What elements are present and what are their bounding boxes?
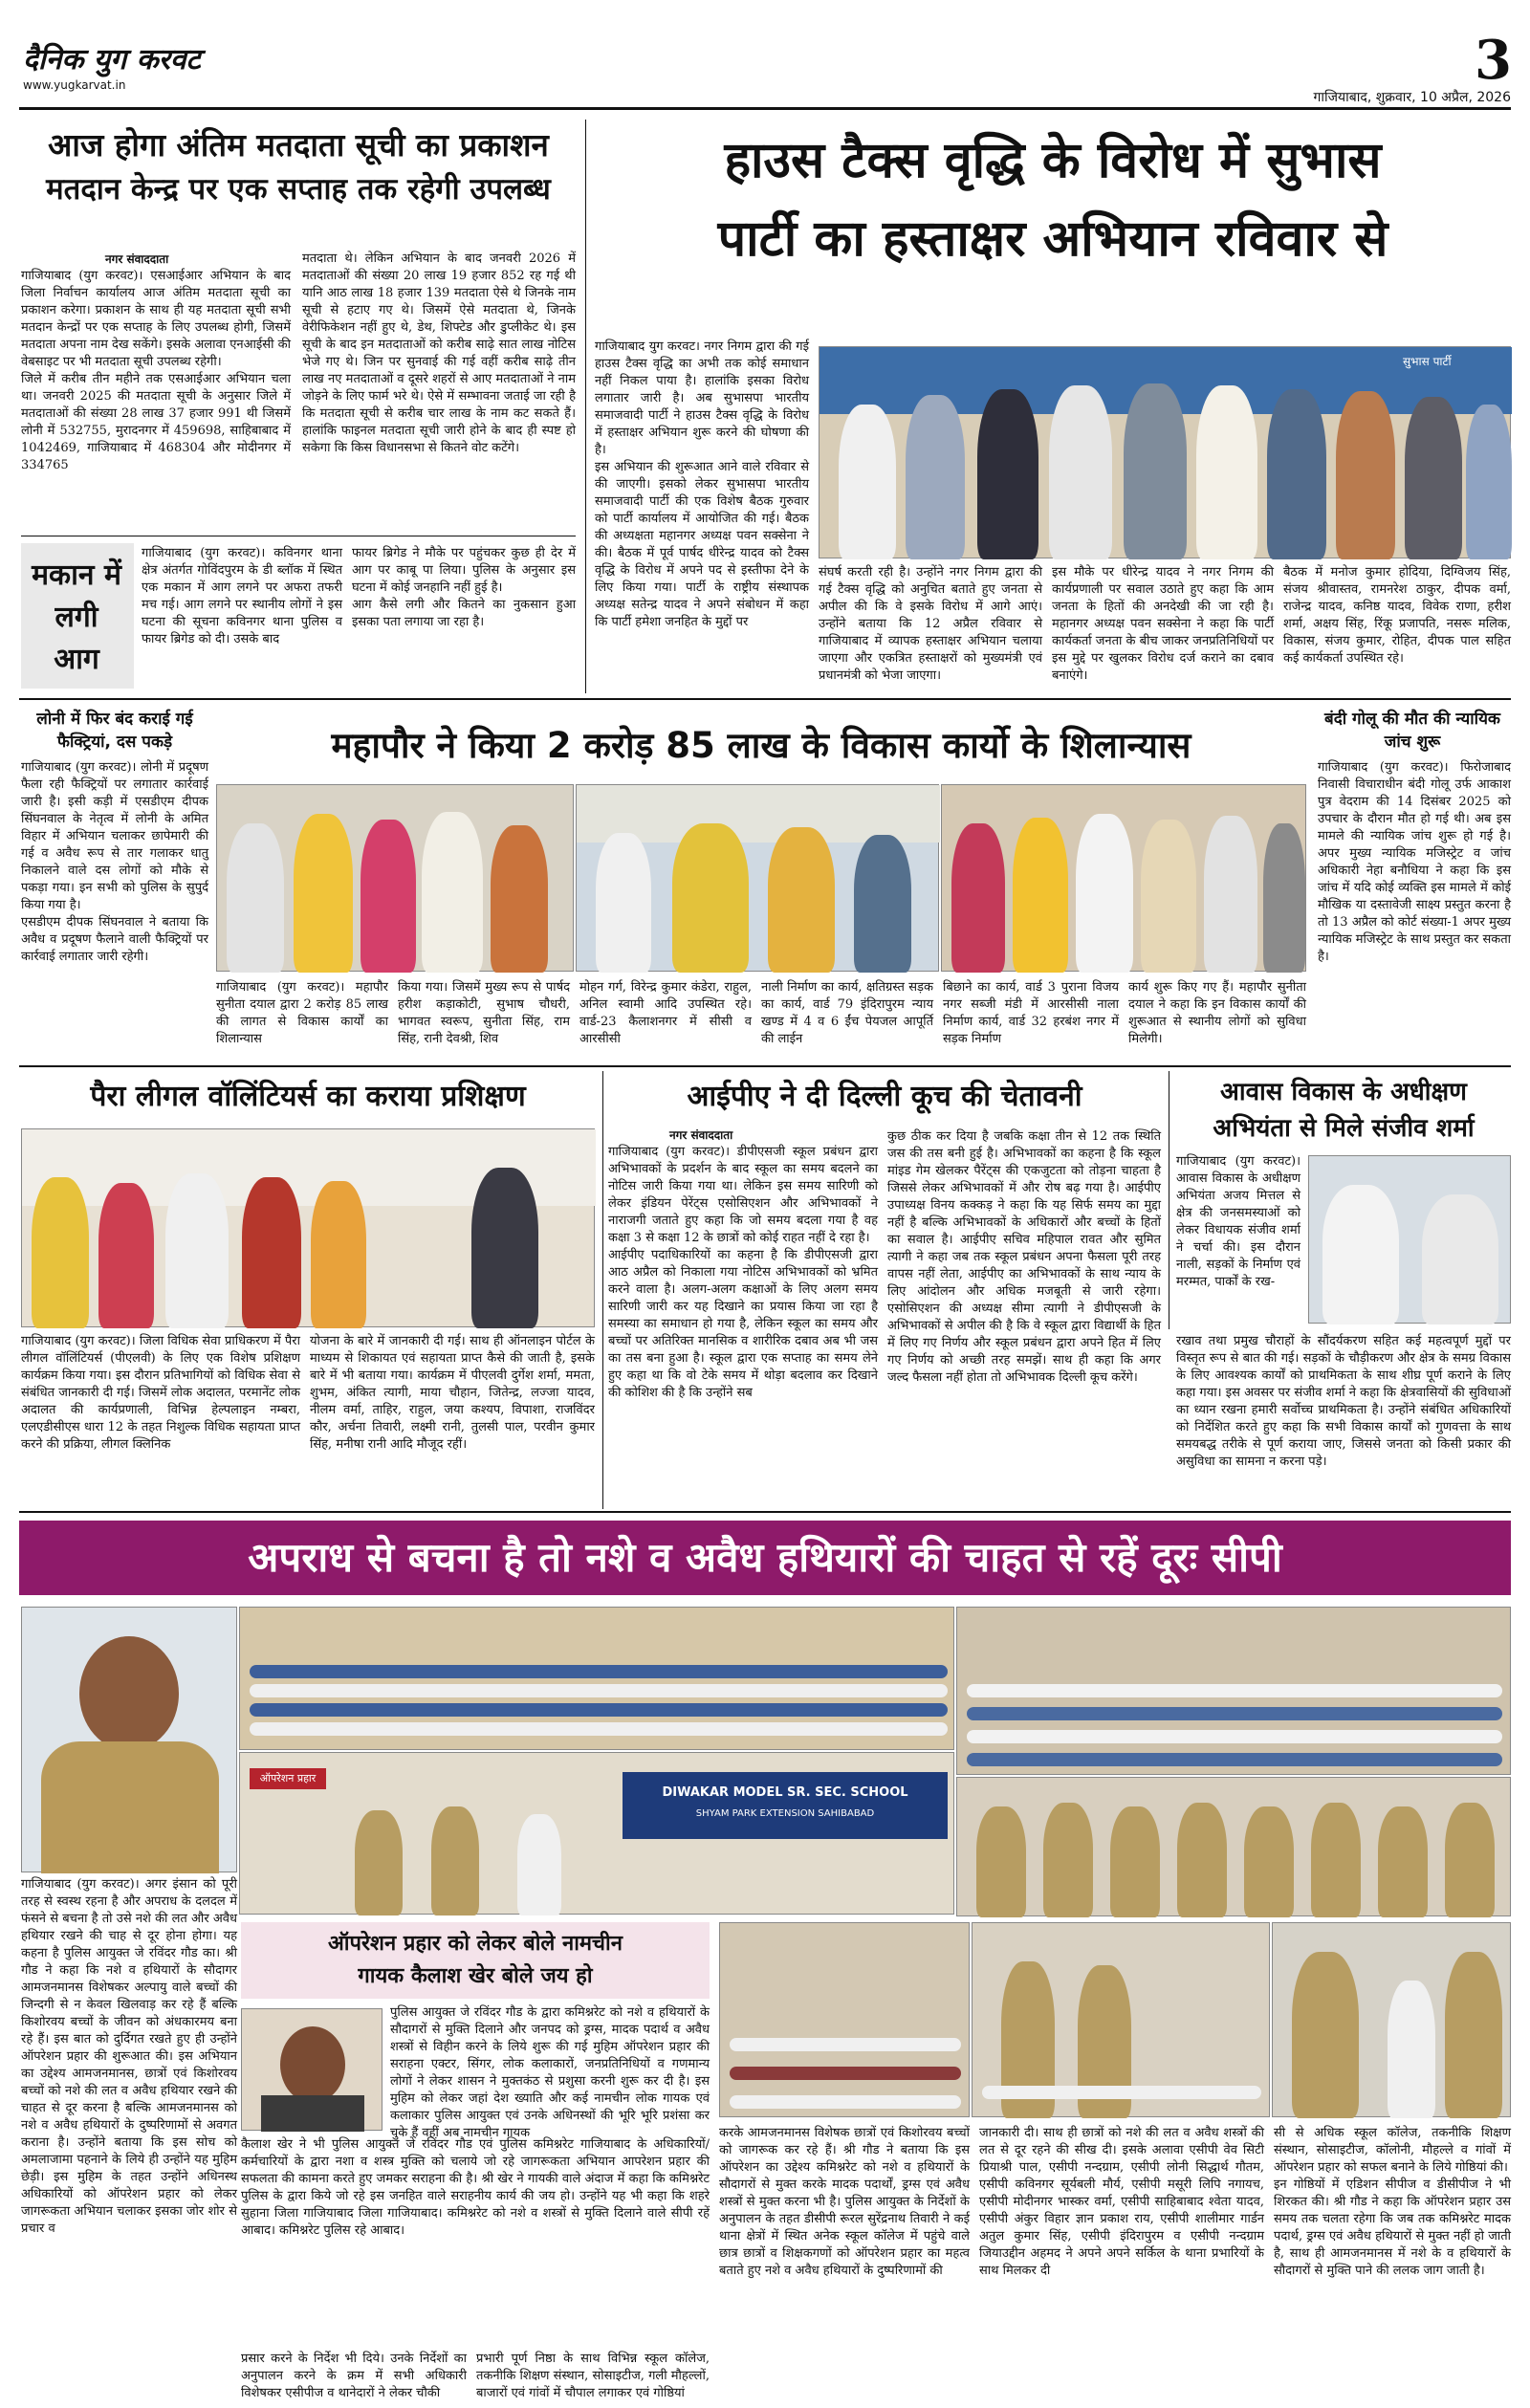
crowd-row [730,2038,961,2051]
s9-headline-2: अभियंता से मिले संजीव शर्मा [1213,1114,1475,1143]
s10-col5: जानकारी दी। साथ ही छात्रों को नशे की लत व अवैध शस्त्रों की लत से दूर रहने की सीख दी। इसके अलावा एसीपी वेव सिटी प्रियाश्री पाल, एसीपी नन्दग्राम, एसीपी लोनी सिद्धार्थ गौतम, एसीपी कविनगर सूर्यबली मौर्य, एसीपी मसूरी लिपि नगायच, एसीपी मोदीनगर भास्कर वर्मा, एसीपी साहिबाबाद श्वेता यादव, एसीपी अंकुर विहार ज्ञान प्रकाश राय, एसीपी शालीमार गार्डन अतुल कुमार सिंह, एसीपी इंदिरापुरम व एसीपी नन्दग्राम जियाउद्दीन अहमद ने अपने अपने सर्किल के थाना प्रभारियों के साथ मिलकर दी [979,2126,1264,2278]
person [1311,1803,1361,1917]
s3-col4: बैठक में मनोज कुमार होदिया, दिग्विजय सिंह, संजय श्रीवास्तव, रामनरेश ठाकुर, दीपक वर्मा, राजेन्द्र यादव, कनिष्ठ यादव, विवेक राणा, हरीश शर्मा, अक्षय सिंह, रिंकू प्रजापति, नसरू मलिक, विकास, संजय कुमार, रोहित, दीपक पाल सहित कई कार्यकर्ता उपस्थित रहे। [1283,565,1511,666]
person [1013,818,1068,973]
crowd-row [730,2095,961,2109]
portrait-head [79,1636,179,1751]
portrait-head [280,2026,345,2103]
portrait-uniform [41,1741,219,1873]
s7-col1: गाजियाबाद (युग करवट)। जिला विधिक सेवा प्राधिकरण में पैरा लीगल वॉलिंटियर्स (पीएलवी) के लिए एक विशेष प्रशिक्षण कार्यक्रम किया गया। इस दौरान प्रतिभागियों को विधिक सेवा से संबंधित जानकारी दी गई। जिसमें लोक अदालत, परमानेंट लोक अदालत की कार्यप्रणाली, विभिन्न हेल्पलाइन नम्बरा, एलएडीसीएस धारा 12 के तहत निशुल्क विधिक सहायता प्राप्त करने की प्रक्रिया, लीगल क्लिनिक [21,1334,300,1452]
person [1388,1981,1435,2118]
person [976,1806,1026,1917]
s3-photo-party-meeting [819,346,1511,558]
s9-headline-1: आवास विकास के अधीक्षण [1220,1078,1467,1106]
s5-col6: कार्य शुरू किए गए हैं। महापौर सुनीता दयाल ने कहा कि इन विकास कार्यों की शुरूआत से स्थानीय लोगों को सुविधा मिलेगी। [1128,980,1306,1046]
s10-photo-school-stage [239,1752,954,1915]
rule-row3 [19,1511,1511,1513]
person [242,1177,301,1328]
person [311,1181,366,1328]
crowd-row [982,2086,1261,2099]
person [227,823,284,973]
s5-col5: बिछाने का कार्य, वार्ड 3 पुराना विजय नगर सब्जी मंडी में आरसीसी नाला निर्माण कार्य, वार्ड 32 हरबंश नगर में सड़क निर्माण [943,980,1119,1046]
newspaper-name: दैनिक युग करवट [23,43,201,77]
s10-col6: सी से अधिक स्कूल कॉलेज, तकनीकि शिक्षण संस्थान, सोसाइटीज, कॉलोनी, मौहल्ले व गांवों में ऑपरेशन प्रहार को सफल बनाने के लिये गोष्ठियां की। इन गोष्ठियों में एडिशन सीपीज व डीसीपीज ने भी शिरकत की। श्री गौड ने कहा कि ऑपरेशन प्रहार उस समय तक चलता रहेगा कि जब तक कमिश्नरेट मादक पदार्थ, ड्रग्स एवं अवैध हथियारों से मुक्त नहीं हो जाती है, साथ ही आमजनमानस में नशे के व हथियारों के सौदागरों से मुक्ति पाने की ललक जाग जाती है। [1274,2126,1511,2278]
s4-headline: लोनी में फिर बंद कराई गई फैक्ट्रियां, दस पकड़े [36,710,193,752]
s7-photo-training [21,1128,595,1327]
s5-photo-1 [216,784,574,972]
s10-photo-officer-speaking [1272,1922,1511,2117]
website-url[interactable]: www.yugkarvat.in [23,78,126,92]
s7-col2: योजना के बारे में जानकारी दी गई। साथ ही ऑनलाइन पोर्टल के माध्यम से शिकायत एवं सहायता प्राप्त कैसे की जाती है, इसके बारे में भी बताया गया। कार्यक्रम में पीएलवी दुर्गेश शर्मा, ममता, शुभम, अंकित त्यागी, माया चौहान, जितेन्द्र, लज्जा यादव, नीलम वर्मा, ताहिर, राहुल, जया कश्यप, विपाशा, राजविंदर कौर, अर्चना तिवारी, लक्ष्मी रानी, तुलसी पाल, परवीन कुमार सिंह, मनीषा रानी आदि मौजूद रहीं। [310,1334,595,1452]
person [491,825,548,973]
s5-headline: महापौर ने किया 2 करोड़ 85 लाख के विकास कार्यो के शिलान्यास [331,725,1191,766]
s10-headline-banner: अपराध से बचना है तो नशे व अवैध हथियारों की चाहत से रहें दूरः सीपी [19,1521,1511,1595]
s10-photo-students [956,1607,1511,1775]
s5-col3: मोहन गर्ग, विरेन्द्र कुमार कंडेरा, राहुल, अनिल स्वामी आदि उपस्थित रहे। वार्ड-23 कैलाशनगर में सीसी व आरसीसी [579,980,752,1046]
crowd-row [967,1684,1502,1697]
person [1204,816,1257,973]
s10-photo-kailash-kher [241,2008,382,2131]
person [431,1806,479,1915]
person [1244,1806,1294,1917]
person [1263,823,1305,973]
s10-col1: गाजियाबाद (युग करवट)। अगर इंसान को पूरी तरह से स्वस्थ रहना है और अपराध के दलदल में फंसने से बचना है तो उसे नशे की लत और अवैध हथियार रखने की चाह से दूर होना होगा। यह कहना है पुलिस आयुक्त जे रविंदर गौड का। श्री गौड ने कहा कि नशे व हथियारों के सौदागर आमजनमानस विशेषकर अल्पायु वाले बच्चों की जिन्दगी से न केवल खिलवाड़ कर रहे हैं बल्कि किशोरवय बच्चों के जीवन को अंधकारमय बना रहे हैं। इस बात को दुर्दिगत रखते हुए ही उन्होंने ऑपरेशन प्रहार की शुरूआत की। इस अभियान का उद्देश्य आमजनमानस, छात्रों एवं किशोरवय बच्चों को नशे की लत व अवैध हथियार रखने की चाहत से दूर करना है बल्कि आमजनमानस को नशे व अवैध हथियारों के दुष्परिणामों से अवगत कराना है। उन्होंने बताया कि इस सोच को अमलाजामा पहनाने के लिये ही उन्होंने यह मुहिम छेड़ी। इस मुहिम के तहत उन्होंने अधिनस्थ अधिकारियों को ऑपरेशन प्रहार को लेकर जागरूकता अभियान चलाकर इसका जोर शोर से प्रचार व [21,1877,237,2236]
crowd-row [967,1707,1502,1720]
s5-col2: किया गया। जिसमें मुख्य रूप से पार्षद हरीश कड़ाकोटी, सुभाष चौधरी, भागवत स्वरूप, सुनीता सिंह, राम सिंह, रानी देवश्री, शिव [398,980,570,1046]
crowd-row [967,1753,1502,1766]
portrait-body [261,2095,364,2132]
s2-headline: मकान में लगी आग [32,558,121,676]
s10-col2c: प्रसार करने के निर्देश भी दिये। उनके निर्देशों का अनुपालन करने के क्रम में सभी अधिकारी विशेषकर एसीपीज व थानेदारों ने लेकर चौकी [241,2352,467,2400]
crowd-row [250,1722,948,1736]
s2-col2: फायर ब्रिगेड ने मौके पर पहुंचकर कुछ ही देर में आग पर काबू पा लिया। पुलिस के अनुसार इस घटना में कोई जनहानि नहीं हुई है। आग कैसे लगी और कितने का नुकसान हुआ इसका पता लगाया जा रहा है। [352,546,576,629]
s8-col1: गाजियाबाद (युग करवट)। डीपीएसजी स्कूल प्रबंधन द्वारा अभिभावकों के प्रदर्शन के बाद स्कूल का समय बदलने का नोटिस जारी किया गया था। लेकिन इस समय सारिणी को लेकर इंडियन पेरेंट्स एसोसिएशन और अभिभावकों ने नाराजगी जताते हुए कहा कि जो समय बदला गया है वह कक्षा 3 से कक्षा 12 के छात्रों को कोई राहत नहीं दे रहा है। आईपीए पदाधिकारियों का कहना है कि डीपीएसजी द्वारा आठ अप्रैल को निकाला गया नोटिस अभिभावकों को भ्रमित करने वाला है। अलग-अलग कक्षाओं के लिए अलग समय सारिणी जारी कर यह दिखाने का प्रयास किया जा रहा है समस्या का समाधान हो गया है, लेकिन स्कूल का समय और बच्चों पर अतिरिक्त मानसिक व शारीरिक दबाव अब भी जस का तस बना हुआ है। स्कूल द्वारा एक सप्ताह का समय लेने हुए कहा था कि वो टेके समय में थोड़ा बदलाव कर दिखाने की कोशिश की है कि उन्होंने सब [608,1145,878,1400]
s10-col3: प्रभारी पूर्ण निष्ठा के साथ विभिन्न स्कूल कॉलेज, तकनीकि शिक्षण संस्थान, सोसाइटीज, गली मौहल्लों, बाजारों एवं गांवों में चौपाल लगाकर एवं गोष्ठियां [476,2352,710,2400]
person [839,405,896,559]
person [471,1168,538,1328]
s10-photo-badge: ऑपरेशन प्रहार [250,1768,326,1789]
person [1076,814,1133,973]
s8-byline: नगर संवाददाता [669,1128,733,1142]
s9-col2: रखाव तथा प्रमुख चौराहों के सौंदर्यकरण सहित कई महत्वपूर्ण मुद्दों पर विस्तृत रूप से बात की गई। सड़कों के चौड़ीकरण और क्षेत्र के समग्र विकास के लिए आवश्यक कार्यों को प्राथमिकता के साथ शीघ्र पूर्ण कराने के लिए कहा गया। इस अवसर पर संजीव शर्मा ने कहा कि क्षेत्रवासियों की सुविधाओं का ध्यान रखना हमारी सर्वोच्च प्राथमिकता है। उन्होंने संबंधित अधिकारियों को निर्देशित करते हुए कहा कि सभी विकास कार्यों को गुणवत्ता के साथ समयबद्ध तरीके से पूर्ण कराया जाए, जिससे जनता को किसी प्रकार की असुविधा का सामना न करना पड़े। [1176,1334,1511,1469]
person [1141,820,1196,973]
person [361,820,416,973]
s10-photo-police-stage [956,1777,1511,1916]
s5-col1: गाजियाबाद (युग करवट)। महापौर सुनीता दयाल द्वारा 2 करोड़ 85 लाख की लागत से विकास कार्यों का शिलान्यास [216,980,388,1046]
s8-col2: कुछ ठीक कर दिया है जबकि कक्षा तीन से 12 तक स्थिति जस की तस बनी हुई है। अभिभावकों का कहना है कि स्कूल मांइड गेम खेलकर पैरेंट्स की एकजुटता को तोड़ना चाहता है जिससे लेकर अभिभावकों में और रोष बढ़ गया है। आईपीए उपाध्यक्ष विनय कक्कड़ ने कहा कि यह सिर्फ समय का मुद्दा नहीं है बल्कि अभिभावकों के अधिकारों और बच्चों के हितों का सवाल है। आईपीए सचिव महिपाल रावत और सुमित त्यागी ने कहा जब तक स्कूल प्रबंधन अपना फैसला पूरी तरह वापस नहीं लेता, आईपीए का अभिभावकों के साथ न्याय के लिए आंदोलन और अधिक मजबूती से जारी रहेगा। एसोसिएशन की अध्यक्ष सीमा त्यागी ने डीपीएसजी के अभिभावकों से अपील की है कि वे स्कूल द्वारा विद्यार्थी के हित में लिए गए निर्णय और स्कूल प्रबंधन द्वारा अपने हित में लिए गए निर्णय को अच्छी तरह समझें। साथ ही कहा कि अगर जल्द फैसला नहीं होता तो अभिभावक दिल्ली कूच करेंगे। [887,1129,1161,1385]
s1-col2: मतदाता थे। लेकिन अभियान के बाद जनवरी 2026 में मतदाताओं की संख्या 20 लाख 19 हजार 852 रह गई थी यानि आठ लाख 18 हजार 139 मतदाता ऐसे थे जिनके नाम सूची से हटाए गए थे। जिसमें ऐसे मतदाता थे, जिनके वेरीफिकेशन नहीं हुए थे, डेथ, शिफ्टेड और डुप्लीकेट थे। इस सूची के बाद इन मतदाताओं को करीब साढ़े सात लाख नोटिस भेजे गए थे। जिन पर सुनवाई की गई वहीं करीब साढ़े तीन लाख नए मतदाताओं व दूसरे शहरों से आए मतदाताओं ने नाम जोड़ने के लिए फार्म भरे थे। ऐसे में सम्भावना जताई जा रही है कि मतदाता सूची से करीब चार लाख के नाम कट सकते हैं। हालांकि फाइनल मतदाता सूची जारी होने के बाद ही स्पष्ट हो सकेगा कि किस विधानसभा से कितने वोट कटेंगे। [302,252,576,455]
s3-headline-2: पार्टी का हस्ताक्षर अभियान रविवार से [717,210,1388,268]
masthead-rule [19,107,1511,110]
person [165,1173,229,1328]
person [294,814,353,973]
rule-col-mid [602,1071,603,1509]
person [1124,383,1187,559]
person [98,1183,154,1328]
person [1336,391,1395,559]
person [1196,385,1257,559]
person [32,1177,89,1328]
person [422,812,483,973]
crowd-row [967,1730,1502,1743]
s6-headline: बंदी गोलू की मौत की न्यायिक जांच शुरू [1323,710,1500,752]
person [1177,1803,1227,1917]
s4-text: गाजियाबाद (युग करवट)। लोनी में प्रदूषण फैला रही फैक्ट्रियों पर लगातार कार्रवाई जारी है। इसी कड़ी में एसडीएम दीपक सिंघनवाल के नेतृत्व में लोनी के अमित विहार में अभियान चलाकर छापेमारी की गई व अवैध रूप से तार गलाकर धातु निकालने वाले दस लोगों को मौके से पकड़ा गया। इन सभी को पुलिस के सुपुर्द किया गया है। एसडीएम दीपक सिंघनवाल ने बताया कि अवैध व प्रदूषण फैलाने वाली फैक्ट्रियों पर कार्रवाई लगातार जारी रहेगी। [21,760,208,964]
s5-photo-3 [941,784,1306,972]
person [1466,405,1512,559]
s3-col3: इस मौके पर धीरेन्द्र यादव ने नगर निगम की कार्यप्रणाली पर सवाल उठाते हुए कहा कि आम जनता के हितों की अनदेखी की जा रही है। महानगर अध्यक्ष पवन सक्सेना ने कहा कि पार्टी कार्यकर्ता जनता के बीच जाकर जनप्रतिनिधियों पर इस मुद्दे पर खुलकर विरोध दर्ज कराने का दबाव बनाएंगे। [1052,565,1275,683]
s10-sub-headline-1: ऑपरेशन प्रहार को लेकर बोले नामचीन [328,1932,623,1956]
person [1405,397,1462,559]
s5-col4: नाली निर्माण का कार्य, क्षतिग्रस्त सड़क का कार्य, वार्ड 79 इंदिरापुरम न्याय खण्ड में 4 व 6 ईंच पेयजल आपूर्ति की लाईन [761,980,933,1046]
person [1267,389,1326,559]
rule-row2 [19,1065,1511,1067]
person [1110,1806,1160,1917]
person [854,835,911,973]
rule-row1 [19,698,1511,700]
s8-headline: आईपीए ने दी दिल्ली कूच की चेतावनी [687,1080,1082,1113]
crowd-row [730,2067,961,2080]
s9-col1: गाजियाबाद (युग करवट)। आवास विकास के अधीक्षण अभियंता अजय मित्तल से क्षेत्र की जनसमस्याओं को लेकर विधायक संजीव शर्मा ने चर्चा की। इस दौरान नाली, सड़कों के निर्माण एवं मरम्मत, पार्कों के रख- [1176,1154,1300,1289]
person [768,827,835,973]
person [596,833,651,973]
s1-byline: नगर संवाददाता [105,252,169,266]
s3-headline-1: हाउस टैक्स वृद्धि के विरोध में सुभास [724,132,1382,189]
s3-col2: संघर्ष करती रही है। उन्होंने नगर निगम द्वारा की गई टैक्स वृद्धि को अनुचित बताते हुए जनता से अपील की कि वे इसके विरोध में आगे आएं। उन्होंने बताया कि 12 अप्रैल रविवार से गाजियाबाद में व्यापक हस्ताक्षर अभियान चलाया जाएगा और एकत्रित हस्ताक्षरों को मुख्यमंत्री एवं प्रधानमंत्री को भेजा जाएगा। [819,565,1042,683]
person [672,823,749,973]
s3-photo-banner-text: सुभास पार्टी [1403,355,1452,368]
s10-sub-headline-2: गायक कैलाश खेर बोले जय हो [358,1964,593,1988]
person [1422,1194,1498,1324]
s10-col4: करके आमजनमानस विशेषक छात्रों एवं किशोरवय बच्चों को जागरूक कर रहे हैं। श्री गौड ने बताया कि इस ऑपरेशन का उद्देश्य कमिश्नरेट को नशे व हथियारों के सौदागरों से मुक्त करके मादक पदार्थों, ड्रग्स एवं अवैध शस्त्रों से मुक्त करना भी है। पुलिस आयुक्त के निर्देशों के अनुपालन के तहत डीसीपी रूरल सुरेंद्रनाथ तिवारी ने कई थाना क्षेत्रों में स्थित अनेक स्कूल कॉलेज में पहुंचे वाले छात्र छात्रों व शिक्षकगणों को ऑपरेशन प्रहार का महत्व बताते हुए नशे व अवैध हथियारों के दुष्परिणामों की [719,2126,970,2278]
crowd-row [250,1703,948,1717]
person [951,823,1005,973]
crowd-row [250,1684,948,1697]
person [1445,1803,1495,1917]
dateline: गाजियाबाद, शुक्रवार, 10 अप्रैल, 2026 [1313,90,1511,105]
school-banner [623,1772,948,1839]
person [977,389,1038,559]
page-number: 3 [1475,29,1512,92]
s10-photo-school-assembly [239,1607,954,1750]
s1-headline-1: आज होगा अंतिम मतदाता सूची का प्रकाशन [48,126,549,164]
s1-headline-2: मतदान केन्द्र पर एक सप्ताह तक रहेगी उपलब्ध [46,172,551,207]
person [1322,1185,1399,1324]
s10-col2a: पुलिस आयुक्त जे रविंदर गौड के द्वारा कमिश्नरेट को नशे व हथियारों के सौदागरों से मुक्ति दिलाने और जनपद को ड्रग्स, मादक पदार्थ व अवैध शस्त्रों से विहीन करने के लिये शुरू की गई मुहिम ऑपरेशन प्रहार की सराहना एक्टर, सिंगर, लोक कलाकारों, जनप्रतिनिधियों व गणमान्य लोगों ने लेकर शासन ने मुक्तकंठ से प्रशुसा करनी शुरू कर दी है। इस मुहिम को लेकर जहां देश ख्याति और कई नामचीन लोक गायक एवं कलाकार पुलिस आयुक्त एवं उनके अधिनस्थों की भूरि भूरि प्रशंसा कर चुके हैं वहीं अब नामचीन गायक [390,2005,710,2140]
s10-col2b: कैलाश खेर ने भी पुलिस आयुक्त जे रविंदर गौड एवं पुलिस कमिश्नरेट गाजियाबाद के अधिकारियों/कर्मचारियों के द्वारा नशा व शस्त्र मुक्ति को चलाये जो रहे जागरूकता अभियान आपरेशन प्रहार की सफलता की कामना करते हुए जमकर सराहना की है। श्री खेर ने गायकी वाले अंदाज में कहा कि कमिश्नरेट पुलिस के द्वारा किये जो रहे इस जनहित वाले सराहनीय कार्य की जय हो। उन्होंने यह भी कहा कि शहरे सुहाना जिला गाजियाबाद जिला गाजियाबाद। कमिश्नरेट को नशे व शस्त्रों से मुक्ति दिलाने वाले सीपी रहें आबाद। कमिश्नरेट पुलिस रहे आबाद। [241,2137,710,2238]
person [1049,385,1112,559]
s5-photo-2 [576,784,939,972]
person [1378,1806,1428,1917]
school-banner-title: DIWAKAR MODEL SR. SEC. SCHOOL [662,1785,908,1800]
s7-headline: पैरा लीगल वॉलिंटियर्स का कराया प्रशिक्षण [90,1080,526,1113]
person [1043,1803,1093,1917]
s10-photo-cp-portrait [21,1607,237,1872]
s10-photo-classroom-2 [972,1922,1270,2117]
person [517,1814,561,1915]
person [1445,1952,1502,2118]
s10-photo-classroom-1 [719,1922,970,2117]
crowd-row [250,1665,948,1678]
person [906,395,965,559]
s1-col1: गाजियाबाद (युग करवट)। एसआईआर अभियान के बाद जिला निर्वाचन कार्यालय आज अंतिम मतदाता सूची का प्रकाशन करेगा। प्रकाशन के साथ ही यह मतदाता सूची सभी मतदान केन्द्रों पर एक सप्ताह के लिए उपलब्ध होगी, जिसमें मतदाता अपना नाम देख सकेंगे। इसके अलावा एनआईसी की वेबसाइट पर भी मतदाता सूची उपलब्ध रहेगी। जिले में करीब तीन महीने तक एसआईआर अभियान चला था। जनवरी 2025 की मतदाता सूची के अनुसार जिले में मतदाताओं की संख्या 28 लाख 37 हजार 991 थी जिसमें लोनी में 532755, मुरादनगर में 459698, साहिबाबाद में 1042469, गाजियाबाद में 468304 और मोदीनगर में 334765 [21,269,291,472]
s9-photo-meeting [1308,1155,1511,1324]
s3-col1: गाजियाबाद युग करवट। नगर निगम द्वारा की गई हाउस टैक्स वृद्धि का अभी तक कोई समाधान नहीं निकल पाया है। हालांकि इसका विरोध लगातार जारी है। अब सुभासपा भारतीय समाजवादी पार्टी ने हाउस टैक्स वृद्धि के विरोध में हस्ताक्षर अभियान शुरू करने की घोषणा की है। इस अभियान की शुरूआत आने वाले रविवार से की जाएगी। इसको लेकर सुभासपा भारतीय समाजवादी पार्टी की एक विशेष बैठक गुरुवार को पार्टी कार्यालय में आयोजित की गई। बैठक की अध्यक्षता महानगर अध्यक्ष पवन सक्सेना ने की। बैठक में पूर्व पार्षद धीरेन्द्र यादव को टैक्स वृद्धि के विरोध में अपने पद से इस्तीफा देने के लिए किया गया। पार्टी के राष्ट्रीय संस्थापक अध्यक्ष सतेन्द्र यादव ने अपने संबोधन में कहा कि पार्टी हमेशा जनहित के मुद्दों पर [595,339,809,629]
person [355,1810,403,1915]
person [1292,1952,1359,2118]
s2-col1: गाजियाबाद (युग करवट)। कविनगर थाना क्षेत्र अंतर्गत गोविंदपुरम के डी ब्लॉक में स्थित एक मकान में आग लगने पर अफरा तफरी मच गई। आग लगने पर स्थानीय लोगों ने इस घटना की सूचना कविनगर थाना पुलिस व फायर ब्रिगेड को दी। उसके बाद [142,546,342,646]
rule-col-left [585,120,586,693]
school-banner-sub: SHYAM PARK EXTENSION SAHIBABAD [695,1808,875,1819]
s6-text: गाजियाबाद (युग करवट)। फिरोजाबाद निवासी विचाराधीन बंदी गोलू उर्फ आकाश पुत्र वेदराम की 14 दिसंबर 2025 को उपचार के दौरान मौत हो गई थी। अब इस मामले की न्यायिक जांच शुरू हो गई है। अपर मुख्य न्यायिक मजिस्ट्रेट व जांच अधिकारी नेहा बनौधिया ने कहा कि इस जांच में यदि कोई व्यक्ति इस मामले में कोई मौखिक या दस्तावेजी साक्ष्य प्रस्तुत करना है तो 13 अप्रैल को कोर्ट संख्या-1 अपर मुख्य न्यायिक मजिस्ट्रेट के साथ प्रस्तुत कर सकता है। [1318,760,1511,964]
